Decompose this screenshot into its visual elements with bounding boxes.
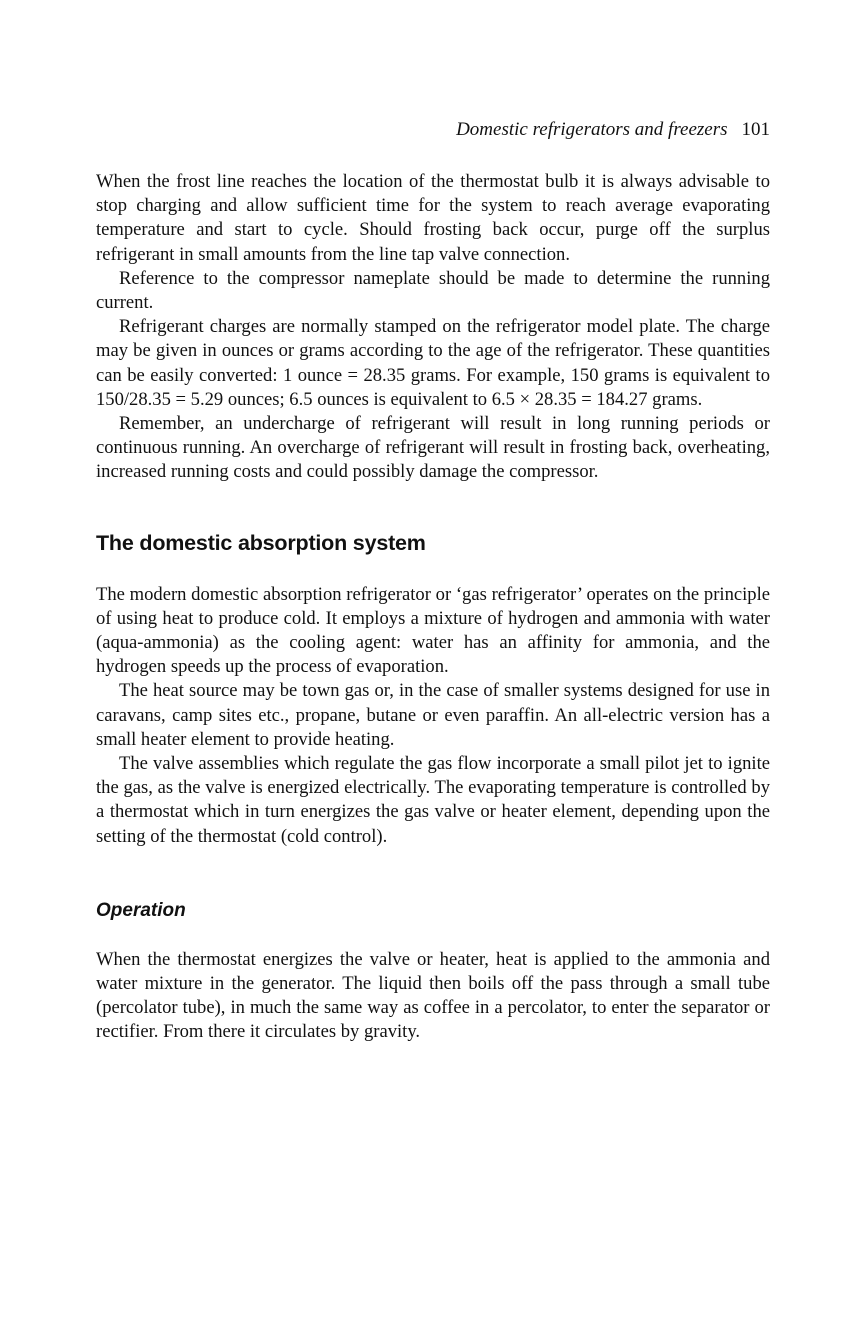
paragraph-heat-source: The heat source may be town gas or, in the case of smaller systems designed for use in caravans, camp sites etc., propane, butane or even paraffin. An all-electric version has a small heater element to provide heating. — [96, 680, 770, 750]
section-heading: The domestic absorption system — [96, 530, 426, 555]
subsection-heading: Operation — [96, 899, 186, 921]
paragraph-absorption-intro: The modern domestic absorption refrigerator or ‘gas refrigerator’ operates on the principle of using heat to produce cold. It employs a mixture of hydrogen and ammonia with water (aqua-ammonia) as the cooling agent: water has an affinity for ammonia, and the hydrogen speeds up the process of evaporation. — [96, 583, 770, 678]
paragraph-frost-line: When the frost line reaches the location of the thermostat bulb it is always advisable to stop charging and allow sufficient time for the system to reach average evaporating temperature and start to cycle. Should frosting back occur, purge off the surplus refrigerant in small amounts from the line tap valve connection. — [96, 171, 770, 265]
paragraph-undercharge: Remember, an undercharge of refrigerant will result in long running periods or continuous running. An overcharge of refrigerant will result in frosting back, overheating, increased running costs and could possibly damage the compressor. — [96, 413, 770, 483]
running-head-title: Domestic refrigerators and freezers — [456, 119, 728, 140]
paragraph-refrigerant-charges: Refrigerant charges are normally stamped on the refrigerator model plate. The charge may be given in ounces or grams according to the age of the refrigerator. These quantities can be easily converted: 1 ounce = 28.35 grams. For example, 150 grams is equivalent to 150/28.35 = 5.29 ounces; 6.5 ounces is equivalent to 6.5 × 28.35 = 184.27 grams. — [96, 316, 770, 410]
paragraph-operation: When the thermostat energizes the valve or heater, heat is applied to the ammonia and water mixture in the generator. The liquid then boils off the pass through a small tube (percolator tube), in much the same way as coffee in a percolator, to enter the separator or rectifier. From there it circulates by gravity. — [96, 948, 770, 1043]
book-page — [96, 116, 770, 1045]
paragraph-nameplate: Reference to the compressor nameplate should be made to determine the running current. — [96, 267, 770, 314]
running-head — [96, 116, 770, 144]
page-number: 101 — [741, 119, 770, 140]
paragraph-valve-assemblies: The valve assemblies which regulate the gas flow incorporate a small pilot jet to ignite the gas, as the valve is energized electrically. The evaporating temperature is controlled by a thermostat which in turn energizes the gas valve or heater element, depending upon the setting of the thermostat (cold control). — [96, 753, 770, 847]
